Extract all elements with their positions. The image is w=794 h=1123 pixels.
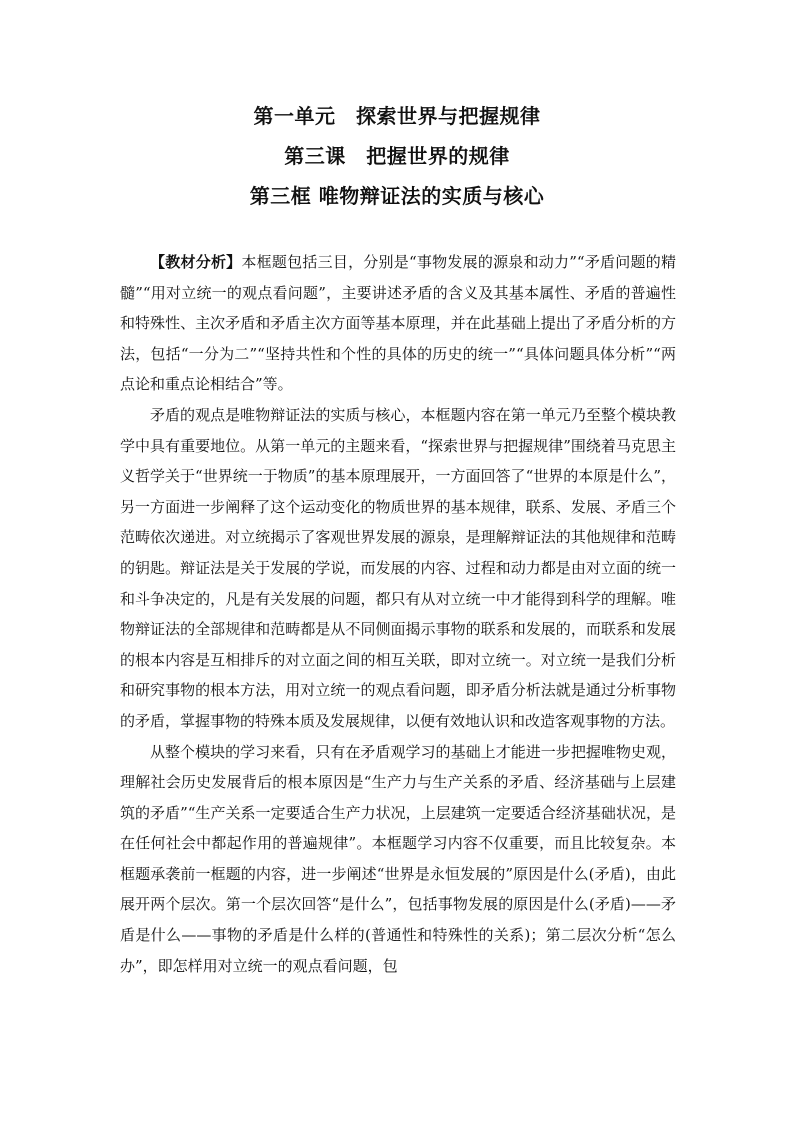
title-block bbox=[0, 96, 794, 216]
unit-title: 第一单元 探索世界与把握规律 bbox=[253, 104, 541, 128]
paragraph-module: 从整个模块的学习来看，只有在矛盾观学习的基础上才能进一步把握唯物史观，理解社会历史发展背后的根本原因是“生产力与生产关系的矛盾、经济基础与上层建筑的矛盾”“生产关系一定要适合生产力状况，上层建筑一定要适合经济基础状况，是在任何社会中都起作用的普遍规律”。本框题学习内容不仅重要，而且比较复杂。本框题承袭前一框题的内容，进一步阐述“世界是永恒发展的”原因是什么(矛盾)，由此展开两个层次。第一个层次回答“是什么”，包括事物发展的原因是什么(矛盾)——矛盾是什么——事物的矛盾是什么样的(普通性和特殊性的关系)；第二层次分析“怎么办”，即怎样用对立统一的观点看问题，包 bbox=[120, 742, 676, 975]
paragraph-analysis bbox=[120, 247, 676, 400]
section-title: 第三框 唯物辩证法的实质与核心 bbox=[249, 184, 545, 208]
section-label: 【教材分析】 bbox=[150, 253, 242, 271]
body-text bbox=[120, 247, 676, 981]
lesson-title: 第三课 把握世界的规律 bbox=[284, 144, 510, 168]
paragraph-text: 本框题包括三目，分别是“事物发展的源泉和动力”“矛盾问题的精髓”“用对立统一的观点看问题”，主要讲述矛盾的含义及其基本属性、矛盾的普遍性和特殊性、主次矛盾和矛盾主次方面等基本原理，并在此基础上提出了矛盾分析的方法，包括“一分为二”“坚持共性和个性的具体的历史的统一”“具体问题具体分析”“两点论和重点论相结合”等。 bbox=[120, 253, 676, 394]
paragraph-core: 矛盾的观点是唯物辩证法的实质与核心，本框题内容在第一单元乃至整个模块教学中具有重要地位。从第一单元的主题来看，“探索世界与把握规律”围绕着马克思主义哲学关于“世界统一于物质”的基本原理展开，一方面回答了“世界的本原是什么”，另一方面进一步阐释了这个运动变化的物质世界的基本规律，联系、发展、矛盾三个范畴依次递进。对立统揭示了客观世界发展的源泉，是理解辩证法的其他规律和范畴的钥匙。辩证法是关于发展的学说，而发展的内容、过程和动力都是由对立面的统一和斗争决定的，凡是有关发展的问题，都只有从对立统一中才能得到科学的理解。唯物辩证法的全部规律和范畴都是从不同侧面揭示事物的联系和发展的，而联系和发展的根本内容是互相排斥的对立面之间的相互关联，即对立统一。对立统一是我们分析和研究事物的根本方法，用对立统一的观点看问题，即矛盾分析法就是通过分析事物的矛盾，掌握事物的特殊本质及发展规律，以便有效地认识和改造客观事物的方法。 bbox=[120, 405, 676, 730]
